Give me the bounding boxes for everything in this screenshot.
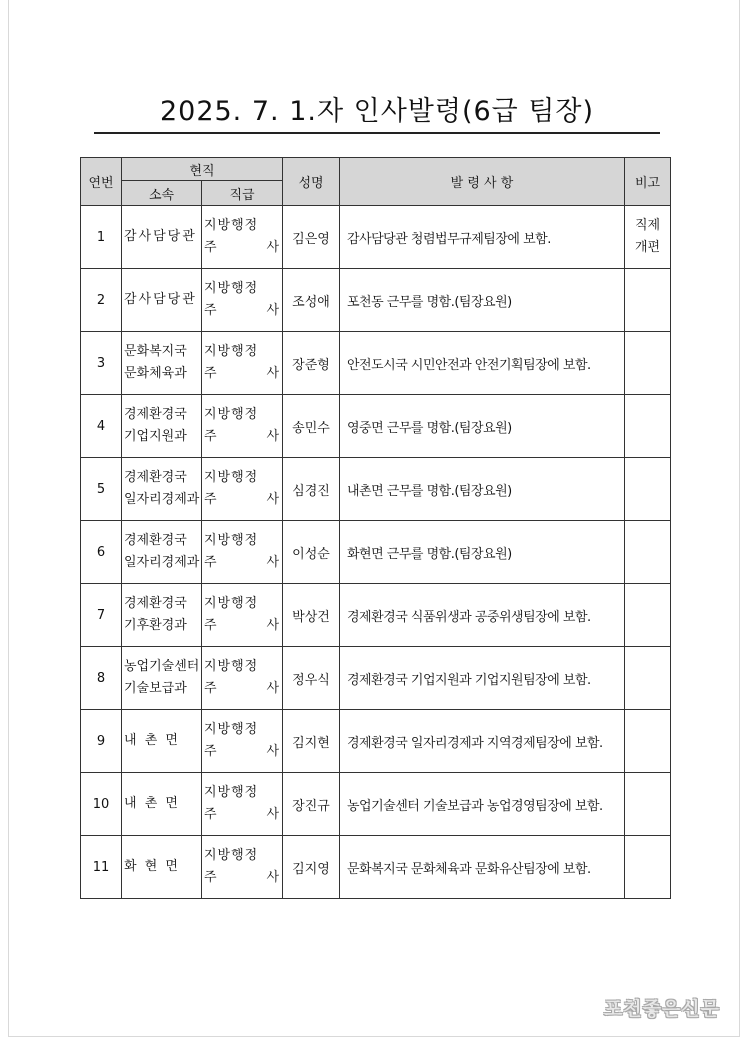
rank-left-char: 주 <box>204 870 218 885</box>
rank-line-2 <box>204 678 280 700</box>
row-note <box>625 584 671 647</box>
table-row <box>81 584 671 647</box>
watermark-logo: 포천좋은신문 <box>603 998 720 1020</box>
row-name: 송민수 <box>283 395 340 458</box>
row-note <box>625 647 671 710</box>
row-department <box>122 773 202 836</box>
row-order: 내촌면 근무를 명함.(팀장요원) <box>340 458 625 521</box>
document-title: 2025. 7. 1.자 인사발령(6급 팀장) <box>159 96 595 127</box>
department-line-1: 경제환경국 <box>124 407 187 422</box>
header-current: 현직 <box>122 158 283 181</box>
rank-line-1: 지방행정 <box>204 344 259 359</box>
row-name: 박상건 <box>283 584 340 647</box>
row-department <box>122 647 202 710</box>
rank-line-1: 지방행정 <box>204 596 259 611</box>
table-row <box>81 395 671 458</box>
row-department <box>122 836 202 899</box>
row-rank <box>202 458 283 521</box>
row-rank <box>202 269 283 332</box>
row-name: 이성순 <box>283 521 340 584</box>
row-note <box>625 206 671 269</box>
row-name: 조성애 <box>283 269 340 332</box>
rank-right-char: 사 <box>266 681 280 696</box>
department-line-1: 감사담당관 <box>124 292 197 307</box>
row-number: 11 <box>81 836 122 899</box>
row-number: 1 <box>81 206 122 269</box>
header-name: 성명 <box>283 158 340 206</box>
table-header <box>81 158 671 206</box>
rank-right-char: 사 <box>266 303 280 318</box>
table-row <box>81 773 671 836</box>
row-note <box>625 395 671 458</box>
department-line-2: 기업지원과 <box>124 429 187 444</box>
row-number: 6 <box>81 521 122 584</box>
rank-left-char: 주 <box>204 366 218 381</box>
row-department <box>122 584 202 647</box>
row-number: 8 <box>81 647 122 710</box>
department-line-1: 경제환경국 <box>124 533 187 548</box>
row-number: 3 <box>81 332 122 395</box>
row-number: 9 <box>81 710 122 773</box>
rank-left-char: 주 <box>204 555 218 570</box>
rank-right-char: 사 <box>266 807 280 822</box>
rank-left-char: 주 <box>204 744 218 759</box>
department-line-1: 농업기술센터 <box>124 659 200 674</box>
title-underline <box>94 132 660 134</box>
department-line-1: 문화복지국 <box>124 344 187 359</box>
row-rank <box>202 836 283 899</box>
rank-line-1: 지방행정 <box>204 470 259 485</box>
rank-line-1: 지방행정 <box>204 218 259 233</box>
row-note <box>625 332 671 395</box>
header-rank: 직급 <box>202 181 283 206</box>
table-row <box>81 332 671 395</box>
row-note <box>625 521 671 584</box>
row-order: 감사담당관 청렴법무규제팀장에 보함. <box>340 206 625 269</box>
row-note <box>625 458 671 521</box>
note-line-1: 직제 <box>634 218 661 233</box>
header-order: 발 령 사 항 <box>340 158 625 206</box>
row-note <box>625 710 671 773</box>
row-department <box>122 458 202 521</box>
department-line-2: 일자리경제과 <box>124 555 200 570</box>
rank-line-2 <box>204 552 280 574</box>
table-row <box>81 710 671 773</box>
row-rank <box>202 647 283 710</box>
header-note: 비고 <box>625 158 671 206</box>
note-line-2: 개편 <box>634 240 661 255</box>
table-row <box>81 269 671 332</box>
rank-line-2 <box>204 300 280 322</box>
rank-line-2 <box>204 615 280 637</box>
row-order: 안전도시국 시민안전과 안전기획팀장에 보함. <box>340 332 625 395</box>
row-order: 포천동 근무를 명함.(팀장요원) <box>340 269 625 332</box>
row-rank <box>202 332 283 395</box>
table-row <box>81 836 671 899</box>
rank-left-char: 주 <box>204 240 218 255</box>
rank-right-char: 사 <box>266 870 280 885</box>
row-rank <box>202 395 283 458</box>
row-name: 장준형 <box>283 332 340 395</box>
row-note <box>625 269 671 332</box>
rank-left-char: 주 <box>204 303 218 318</box>
rank-left-char: 주 <box>204 807 218 822</box>
row-number: 10 <box>81 773 122 836</box>
row-department <box>122 206 202 269</box>
rank-right-char: 사 <box>266 744 280 759</box>
row-rank <box>202 206 283 269</box>
rank-line-2 <box>204 237 280 259</box>
rank-line-2 <box>204 804 280 826</box>
row-rank <box>202 584 283 647</box>
header-no: 연번 <box>81 158 122 206</box>
rank-line-2 <box>204 867 280 889</box>
department-line-1: 내 촌 면 <box>124 796 180 811</box>
row-number: 2 <box>81 269 122 332</box>
rank-line-1: 지방행정 <box>204 407 259 422</box>
row-order: 경제환경국 식품위생과 공중위생팀장에 보함. <box>340 584 625 647</box>
row-department <box>122 332 202 395</box>
row-name: 김지현 <box>283 710 340 773</box>
header-dept: 소속 <box>122 181 202 206</box>
row-department <box>122 710 202 773</box>
rank-line-2 <box>204 426 280 448</box>
rank-right-char: 사 <box>266 366 280 381</box>
table-body <box>81 206 671 899</box>
rank-line-2 <box>204 741 280 763</box>
department-line-2: 문화체육과 <box>124 366 187 381</box>
row-name: 장진규 <box>283 773 340 836</box>
personnel-table <box>80 157 671 899</box>
table-row <box>81 647 671 710</box>
row-department <box>122 269 202 332</box>
row-number: 7 <box>81 584 122 647</box>
rank-right-char: 사 <box>266 618 280 633</box>
row-note <box>625 773 671 836</box>
rank-right-char: 사 <box>266 240 280 255</box>
rank-right-char: 사 <box>266 492 280 507</box>
row-order: 농업기술센터 기술보급과 농업경영팀장에 보함. <box>340 773 625 836</box>
row-rank <box>202 773 283 836</box>
table-row <box>81 458 671 521</box>
row-department <box>122 521 202 584</box>
rank-left-char: 주 <box>204 681 218 696</box>
row-note <box>625 836 671 899</box>
department-line-2: 일자리경제과 <box>124 492 200 507</box>
department-line-2: 기후환경과 <box>124 618 187 633</box>
row-number: 4 <box>81 395 122 458</box>
rank-line-1: 지방행정 <box>204 722 259 737</box>
row-name: 김은영 <box>283 206 340 269</box>
department-line-2: 기술보급과 <box>124 681 187 696</box>
department-line-1: 경제환경국 <box>124 596 187 611</box>
rank-right-char: 사 <box>266 429 280 444</box>
department-line-1: 감사담당관 <box>124 229 197 244</box>
row-name: 심경진 <box>283 458 340 521</box>
rank-left-char: 주 <box>204 429 218 444</box>
row-name: 김지영 <box>283 836 340 899</box>
rank-line-1: 지방행정 <box>204 848 259 863</box>
table-row <box>81 206 671 269</box>
rank-left-char: 주 <box>204 492 218 507</box>
row-rank <box>202 521 283 584</box>
row-name: 정우식 <box>283 647 340 710</box>
row-order: 경제환경국 일자리경제과 지역경제팀장에 보함. <box>340 710 625 773</box>
row-order: 경제환경국 기업지원과 기업지원팀장에 보함. <box>340 647 625 710</box>
rank-left-char: 주 <box>204 618 218 633</box>
table-row <box>81 521 671 584</box>
row-number: 5 <box>81 458 122 521</box>
department-line-1: 화 현 면 <box>124 859 180 874</box>
rank-line-1: 지방행정 <box>204 785 259 800</box>
row-department <box>122 395 202 458</box>
rank-line-2 <box>204 489 280 511</box>
department-line-1: 경제환경국 <box>124 470 187 485</box>
department-line-1: 내 촌 면 <box>124 733 180 748</box>
row-order: 영중면 근무를 명함.(팀장요원) <box>340 395 625 458</box>
rank-line-2 <box>204 363 280 385</box>
rank-line-1: 지방행정 <box>204 659 259 674</box>
row-order: 화현면 근무를 명함.(팀장요원) <box>340 521 625 584</box>
row-order: 문화복지국 문화체육과 문화유산팀장에 보함. <box>340 836 625 899</box>
rank-line-1: 지방행정 <box>204 533 259 548</box>
rank-line-1: 지방행정 <box>204 281 259 296</box>
rank-right-char: 사 <box>266 555 280 570</box>
row-rank <box>202 710 283 773</box>
